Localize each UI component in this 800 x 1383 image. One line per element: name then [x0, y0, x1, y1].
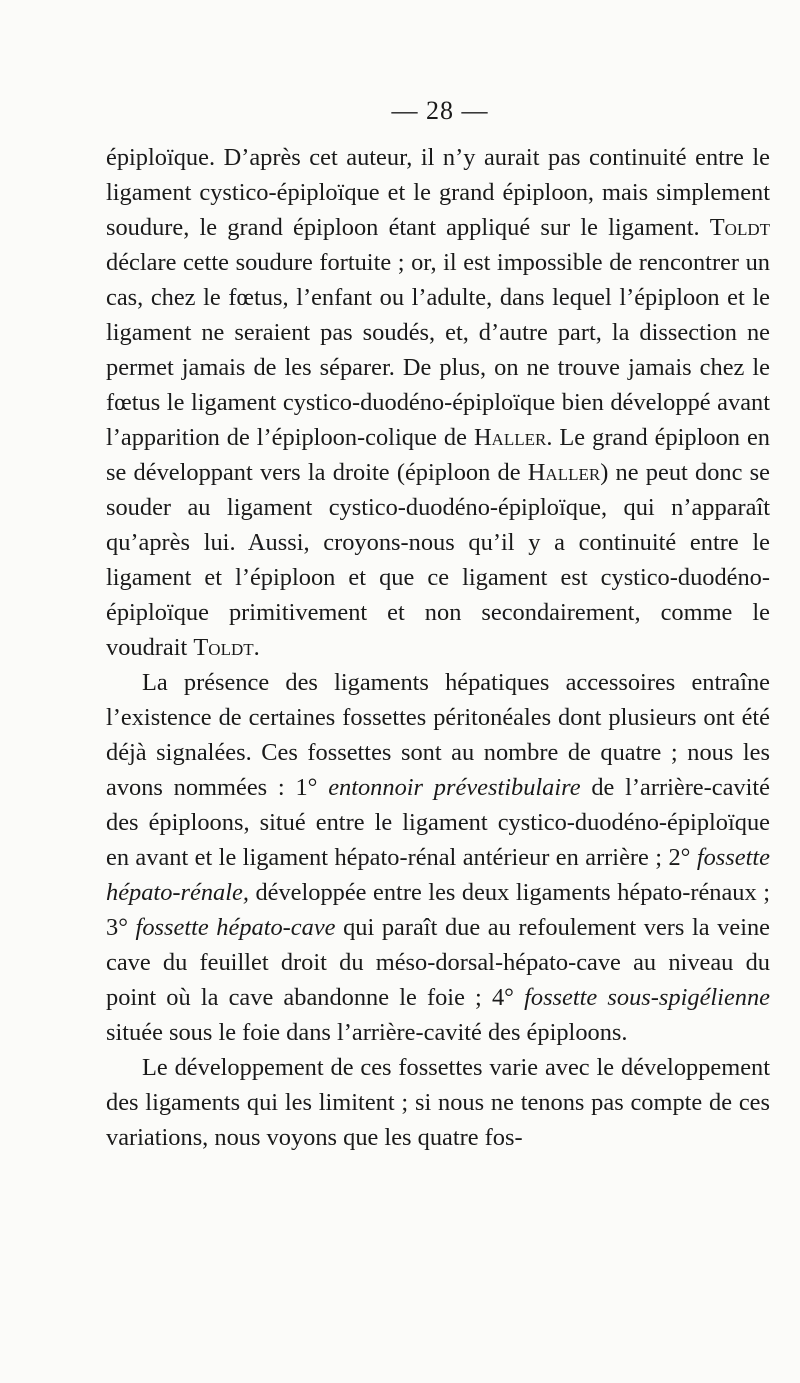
- paragraph-3: [106, 1050, 770, 1155]
- text-segment: ) ne peut donc se souder au ligament cystico-duodéno-épiploïque, qui n’apparaît qu’après lui. Aussi, croyons-nous qu’il y a continuité entre le ligament et l’épiploon et que ce ligament est cystico-duodéno-épiploïque primitivement et non secondairement, comme le voudrait: [106, 459, 770, 661]
- author-name: Toldt: [709, 214, 770, 241]
- paragraph-1: [106, 140, 770, 665]
- text-segment: .: [253, 634, 260, 661]
- text-segment: Le développement de ces fossettes varie avec le développement des ligaments qui les limitent ; si nous ne tenons pas compte de ces variations, nous voyons que les quatre fos-: [106, 1054, 770, 1151]
- text-segment: épiploïque. D’après cet auteur, il n’y aurait pas continuité entre le ligament cystico-épiploïque et le grand épiploon, mais simplement soudure, le grand épiploon étant appliqué sur le ligament.: [106, 144, 770, 241]
- page-number: — 28 —: [391, 96, 489, 125]
- text-segment: qui paraît due au refoulement vers la veine cave du feuillet droit du méso-dorsal-hépato-cave au niveau du point où la cave abandonne le foie ; 4°: [106, 914, 771, 1011]
- term-italic: fossette hépato-rénale,: [106, 844, 770, 906]
- author-name: Haller: [527, 459, 601, 486]
- term-italic: fossette hépato-cave: [135, 914, 336, 941]
- body-text: [106, 140, 770, 1155]
- text-segment: . Le grand épiploon en se développant vers la droite (épiploon de: [106, 424, 770, 486]
- paragraph-2: [106, 665, 770, 1050]
- text-segment: La présence des ligaments hépatiques accessoires entraîne l’existence de certaines fossettes péritonéales dont plusieurs ont été déjà signalées. Ces fossettes sont au nombre de quatre ; nous les avons nommées : 1°: [106, 669, 770, 801]
- text-segment: située sous le foie dans l’arrière-cavité des épiploons.: [106, 1019, 628, 1046]
- author-name: Toldt: [193, 634, 254, 661]
- text-segment: développée entre les deux ligaments hépato-rénaux ; 3°: [106, 879, 770, 941]
- term-italic: entonnoir prévestibulaire: [328, 774, 581, 801]
- text-segment: déclare cette soudure fortuite ; or, il est impossible de rencontrer un cas, chez le fœtus, l’enfant ou l’adulte, dans lequel l’épiploon et le ligament ne seraient pas soudés, et, d’autre part, la dissection ne permet jamais de les séparer. De plus, on ne trouve jamais chez le fœtus le ligament cystico-duodéno-épiploïque bien développé avant l’apparition de l’épiploon-colique de: [106, 249, 770, 451]
- author-name: Haller: [473, 424, 547, 451]
- term-italic: fossette sous-spigélienne: [524, 984, 770, 1011]
- text-segment: de l’arrière-cavité des épiploons, situé entre le ligament cystico-duodéno-épiploïque en avant et le ligament hépato-rénal antérieur en arrière ; 2°: [106, 774, 770, 871]
